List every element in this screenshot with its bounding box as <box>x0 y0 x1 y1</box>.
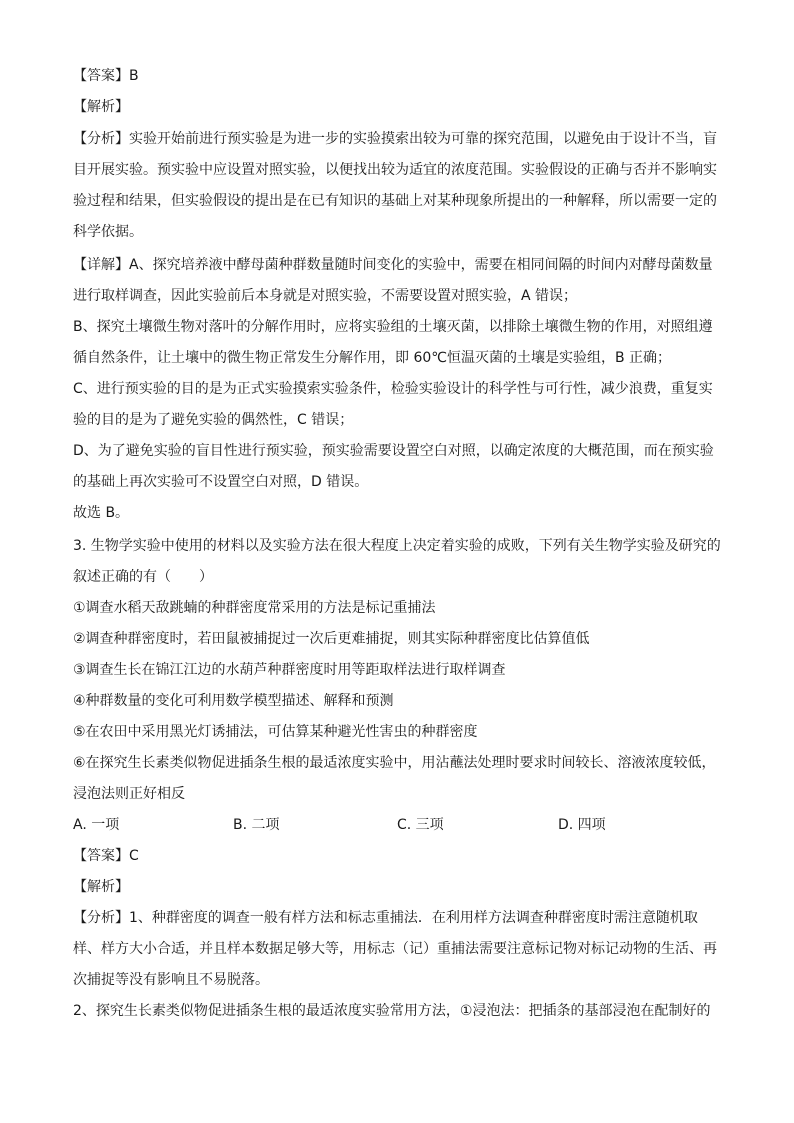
statement-item: ③调查生长在锦江江边的水葫芦种群密度时用等距取样法进行取样调查 <box>73 662 506 678</box>
statement-item: ⑤在农田中采用黑光灯诱捕法，可估算某种避光性害虫的种群密度 <box>73 724 478 740</box>
text-line: 进行取样调查，因此实验前后本身就是对照实验，不需要设置对照实验，A 错误； <box>73 288 578 304</box>
text-line: 【分析】1、种群密度的调查一般有样方法和标志重捕法．在利用样方法调查种群密度时需注意随机取 <box>73 910 698 926</box>
text-line: 目开展实验。预实验中应设置对照实验，以便找出较为适宜的浓度范围。实验假设的正确与否并不影响实 <box>73 162 717 178</box>
question-stem: 叙述正确的有（ ） <box>73 569 213 585</box>
text-line: 2、探究生长素类似物促进插条生根的最适浓度实验常用方法，①浸泡法：把插条的基部浸泡在配制好的 <box>73 1003 711 1019</box>
option-c: C. 三项 <box>397 817 444 833</box>
text-line: 【分析】实验开始前进行预实验是为进一步的实验摸索出较为可靠的探究范围，以避免由于设计不当，盲 <box>73 131 717 147</box>
statement-item: ②调查种群密度时，若田鼠被捕捉过一次后更难捕捉，则其实际种群密度比估算值低 <box>73 631 590 647</box>
text-line: C、进行预实验的目的是为正式实验摸索实验条件，检验实验设计的科学性与可行性，减少浪费，重复实 <box>73 381 713 397</box>
answer-line: 【答案】B <box>73 68 139 84</box>
text-line: 循自然条件，让土壤中的微生物正常发生分解作用，即 60℃恒温灭菌的土壤是实验组，B 正确； <box>73 350 672 366</box>
text-line: 样、样方大小合适，并且样本数据足够大等，用标志（记）重捕法需要注意标记物对标记动物的生活、再 <box>73 941 717 957</box>
text-line: 次捕捉等没有影响且不易脱落。 <box>73 972 269 988</box>
question-stem: 3. 生物学实验中使用的材料以及实验方法在很大程度上决定着实验的成败，下列有关生物学实验及研究的 <box>73 538 721 554</box>
text-line: 的基础上再次实验可不设置空白对照，D 错误。 <box>73 474 369 490</box>
statement-item: ①调查水稻天敌跳蝻的种群密度常采用的方法是标记重捕法 <box>73 600 436 616</box>
statement-item: 浸泡法则正好相反 <box>73 786 185 802</box>
text-line: B、探究土壤微生物对落叶的分解作用时，应将实验组的土壤灭菌，以排除土壤微生物的作用，对照组遵 <box>73 319 713 335</box>
text-line: 科学依据。 <box>73 224 143 240</box>
text-line: 验的目的是为了避免实验的偶然性，C 错误； <box>73 412 354 428</box>
text-line: 验过程和结果，但实验假设的提出是在已有知识的基础上对某种现象所提出的一种解释，所以需要一定的 <box>73 193 717 209</box>
statement-item: ④种群数量的变化可利用数学模型描述、解释和预测 <box>73 693 394 709</box>
analysis-heading: 【解析】 <box>73 99 129 115</box>
text-line: 【详解】A、探究培养液中酵母菌种群数量随时间变化的实验中，需要在相同间隔的时间内对酵母菌数量 <box>73 257 713 273</box>
option-a: A. 一项 <box>73 817 120 833</box>
statement-item: ⑥在探究生长素类似物促进插条生根的最适浓度实验中，用沾蘸法处理时要求时间较长、溶液浓度较低， <box>73 755 716 771</box>
text-line: 故选 B。 <box>73 505 130 521</box>
option-d: D. 四项 <box>558 817 606 833</box>
option-b: B. 二项 <box>233 817 280 833</box>
analysis-heading: 【解析】 <box>73 879 129 895</box>
text-line: D、为了避免实验的盲目性进行预实验，预实验需要设置空白对照，以确定浓度的大概范围，而在预实验 <box>73 443 714 459</box>
answer-line: 【答案】C <box>73 848 139 864</box>
